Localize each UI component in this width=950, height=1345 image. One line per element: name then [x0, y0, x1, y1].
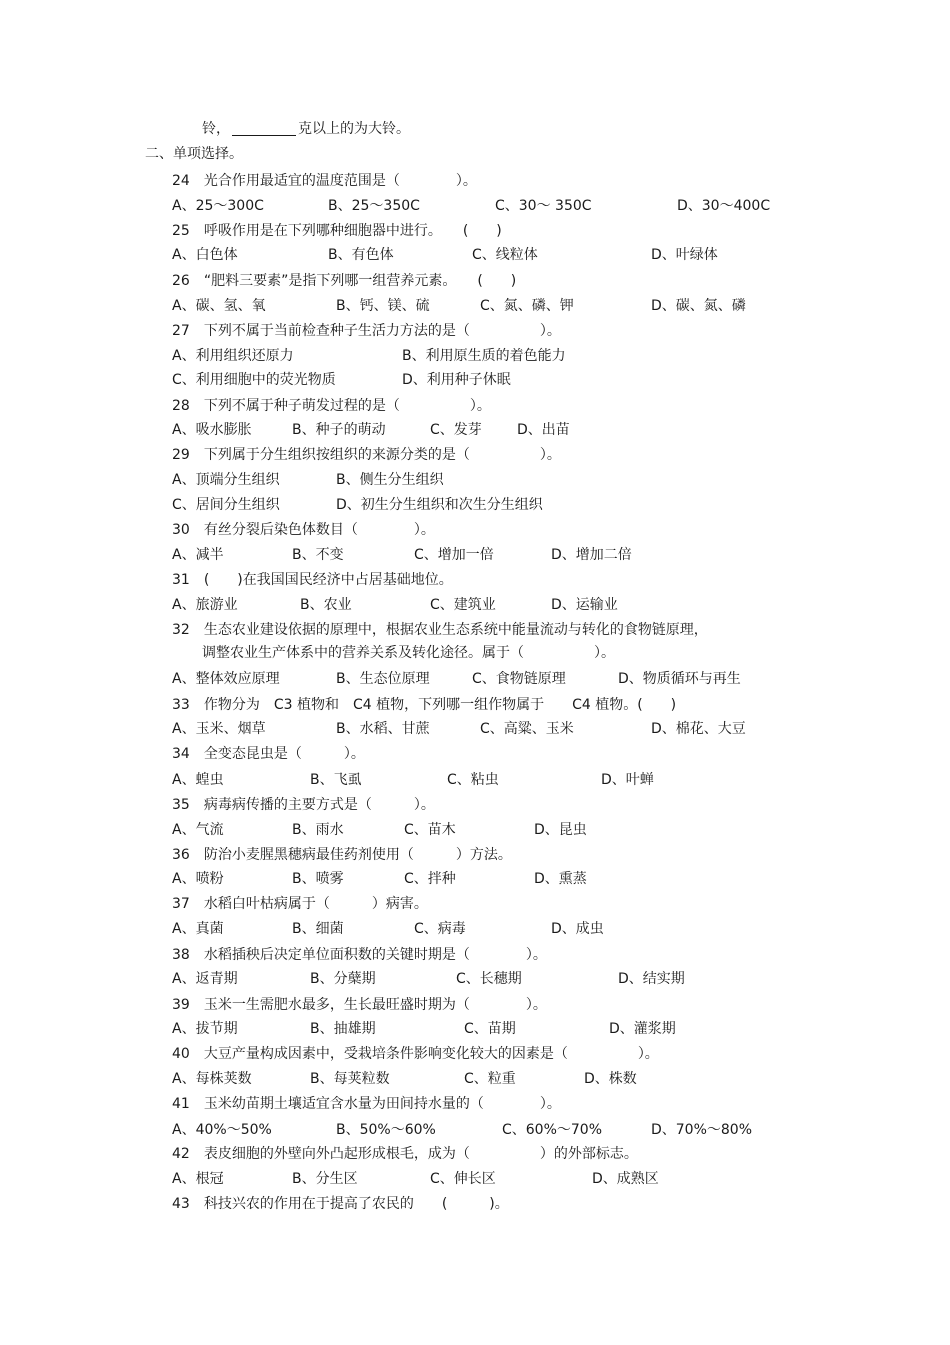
answer-option: D、碳、氮、磷	[651, 298, 746, 314]
answer-option: A、拔节期	[172, 1021, 238, 1037]
answer-option: A、25～300C	[172, 198, 264, 214]
question-stem: 38 水稻插秧后决定单位面积数的关键时期是（ ）。	[172, 947, 547, 963]
answer-option: C、高粱、玉米	[480, 721, 574, 737]
question-stem: 31 ( )在我国国民经济中占居基础地位。	[172, 572, 453, 588]
question-stem: 35 病毒病传播的主要方式是（ ）。	[172, 797, 435, 813]
question-stem: 39 玉米一生需肥水最多，生长最旺盛时期为（ ）。	[172, 997, 547, 1013]
answer-option: D、熏蒸	[534, 871, 587, 887]
answer-option: A、喷粉	[172, 871, 224, 887]
answer-option: C、长穗期	[456, 971, 522, 987]
answer-option: C、居间分生组织	[172, 497, 280, 513]
answer-option: B、侧生分生组织	[336, 472, 444, 488]
answer-option: C、利用细胞中的荧光物质	[172, 372, 336, 388]
question-stem: 37 水稻白叶枯病属于（ ）病害。	[172, 896, 428, 912]
answer-option: C、线粒体	[472, 247, 538, 263]
question-stem: 25 呼吸作用是在下列哪种细胞器中进行。 ( )	[172, 223, 502, 239]
question-stem: 26 “肥料三要素”是指下列哪一组营养元素。 ( )	[172, 273, 517, 289]
answer-option: A、顶端分生组织	[172, 472, 280, 488]
answer-option: B、种子的萌动	[292, 422, 386, 438]
intro-line	[202, 120, 410, 138]
answer-option: C、食物链原理	[472, 671, 566, 687]
answer-option: B、分蘖期	[310, 971, 376, 987]
answer-option: A、40%～50%	[172, 1122, 272, 1138]
answer-option: D、利用种子休眠	[402, 372, 511, 388]
answer-option: B、水稻、甘蔗	[336, 721, 430, 737]
answer-option: B、农业	[300, 597, 352, 613]
answer-option: A、碳、氢、氧	[172, 298, 266, 314]
answer-option: C、苗期	[464, 1021, 516, 1037]
answer-option: D、运输业	[551, 597, 618, 613]
answer-option: A、返青期	[172, 971, 238, 987]
answer-option: C、苗木	[404, 822, 456, 838]
answer-option: C、氮、磷、钾	[480, 298, 574, 314]
question-stem: 33 作物分为 C3 植物和 C4 植物，下列哪一组作物属于 C4 植物。( )	[172, 697, 677, 713]
answer-option: B、有色体	[328, 247, 394, 263]
answer-option: D、叶蝉	[601, 772, 654, 788]
question-stem: 43 科技兴农的作用在于提高了农民的 ( )。	[172, 1196, 509, 1212]
answer-option: D、70%～80%	[651, 1122, 753, 1138]
answer-option: C、粘虫	[447, 772, 499, 788]
answer-option: B、50%～60%	[336, 1122, 436, 1138]
answer-option: D、株数	[584, 1071, 637, 1087]
answer-option: A、每株荚数	[172, 1071, 252, 1087]
answer-option: B、雨水	[292, 822, 344, 838]
answer-option: B、25～350C	[328, 198, 420, 214]
answer-option: B、飞虱	[310, 772, 362, 788]
answer-option: A、旅游业	[172, 597, 238, 613]
answer-option: A、吸水膨胀	[172, 422, 252, 438]
answer-option: A、玉米、烟草	[172, 721, 266, 737]
intro-prefix: 铃，	[202, 121, 230, 137]
answer-option: A、蝗虫	[172, 772, 224, 788]
answer-option: D、成虫	[551, 921, 604, 937]
answer-option: B、生态位原理	[336, 671, 430, 687]
answer-option: C、病毒	[414, 921, 466, 937]
answer-option: C、60%～70%	[502, 1122, 603, 1138]
answer-option: C、建筑业	[430, 597, 496, 613]
question-stem: 27 下列不属于当前检查种子生活力方法的是（ ）。	[172, 323, 561, 339]
question-stem: 40 大豆产量构成因素中，受栽培条件影响变化较大的因素是（ ）。	[172, 1046, 659, 1062]
answer-option: D、物质循环与再生	[618, 671, 741, 687]
section-title: 二、单项选择。	[145, 146, 243, 162]
answer-option: B、分生区	[292, 1171, 358, 1187]
answer-option: A、利用组织还原力	[172, 348, 294, 364]
answer-option: C、伸长区	[430, 1171, 496, 1187]
answer-option: D、结实期	[618, 971, 685, 987]
answer-option: C、拌种	[404, 871, 456, 887]
question-stem: 24 光合作用最适宜的温度范围是（ ）。	[172, 173, 477, 189]
answer-option: A、白色体	[172, 247, 238, 263]
answer-option: B、每荚粒数	[310, 1071, 390, 1087]
question-stem: 32 生态农业建设依据的原理中，根据农业生态系统中能量流动与转化的食物链原理，	[172, 622, 708, 638]
question-stem-continued: 调整农业生产体系中的营养关系及转化途径。属于（ ）。	[202, 645, 615, 661]
answer-option: B、喷雾	[292, 871, 344, 887]
answer-option: C、发芽	[430, 422, 482, 438]
answer-option: A、根冠	[172, 1171, 224, 1187]
answer-option: A、气流	[172, 822, 224, 838]
answer-option: A、真菌	[172, 921, 224, 937]
answer-option: B、不变	[292, 547, 344, 563]
answer-option: D、出苗	[517, 422, 570, 438]
question-stem: 42 表皮细胞的外壁向外凸起形成根毛，成为（ ）的外部标志。	[172, 1146, 638, 1162]
question-stem: 41 玉米幼苗期土壤适宜含水量为田间持水量的（ ）。	[172, 1096, 561, 1112]
answer-option: D、棉花、大豆	[651, 721, 746, 737]
answer-option: A、减半	[172, 547, 224, 563]
question-stem: 28 下列不属于种子萌发过程的是（ ）。	[172, 398, 491, 414]
answer-option: B、钙、镁、硫	[336, 298, 430, 314]
question-stem: 29 下列属于分生组织按组织的来源分类的是（ ）。	[172, 447, 561, 463]
answer-option: C、增加一倍	[414, 547, 494, 563]
answer-blank	[232, 121, 296, 136]
answer-option: C、粒重	[464, 1071, 516, 1087]
answer-option: B、利用原生质的着色能力	[402, 348, 566, 364]
answer-option: C、30～ 350C	[495, 198, 592, 214]
answer-option: A、整体效应原理	[172, 671, 280, 687]
question-stem: 36 防治小麦腥黑穗病最佳药剂使用（ ）方法。	[172, 847, 512, 863]
answer-option: D、叶绿体	[651, 247, 718, 263]
answer-option: D、灌浆期	[609, 1021, 676, 1037]
answer-option: B、抽雄期	[310, 1021, 376, 1037]
answer-option: D、30～400C	[677, 198, 771, 214]
question-stem: 30 有丝分裂后染色体数目（ ）。	[172, 522, 435, 538]
answer-option: B、细菌	[292, 921, 344, 937]
answer-option: D、成熟区	[592, 1171, 659, 1187]
answer-option: D、增加二倍	[551, 547, 632, 563]
answer-option: D、初生分生组织和次生分生组织	[336, 497, 543, 513]
intro-suffix: 克以上的为大铃。	[298, 121, 410, 137]
question-stem: 34 全变态昆虫是（ ）。	[172, 746, 365, 762]
answer-option: D、昆虫	[534, 822, 587, 838]
